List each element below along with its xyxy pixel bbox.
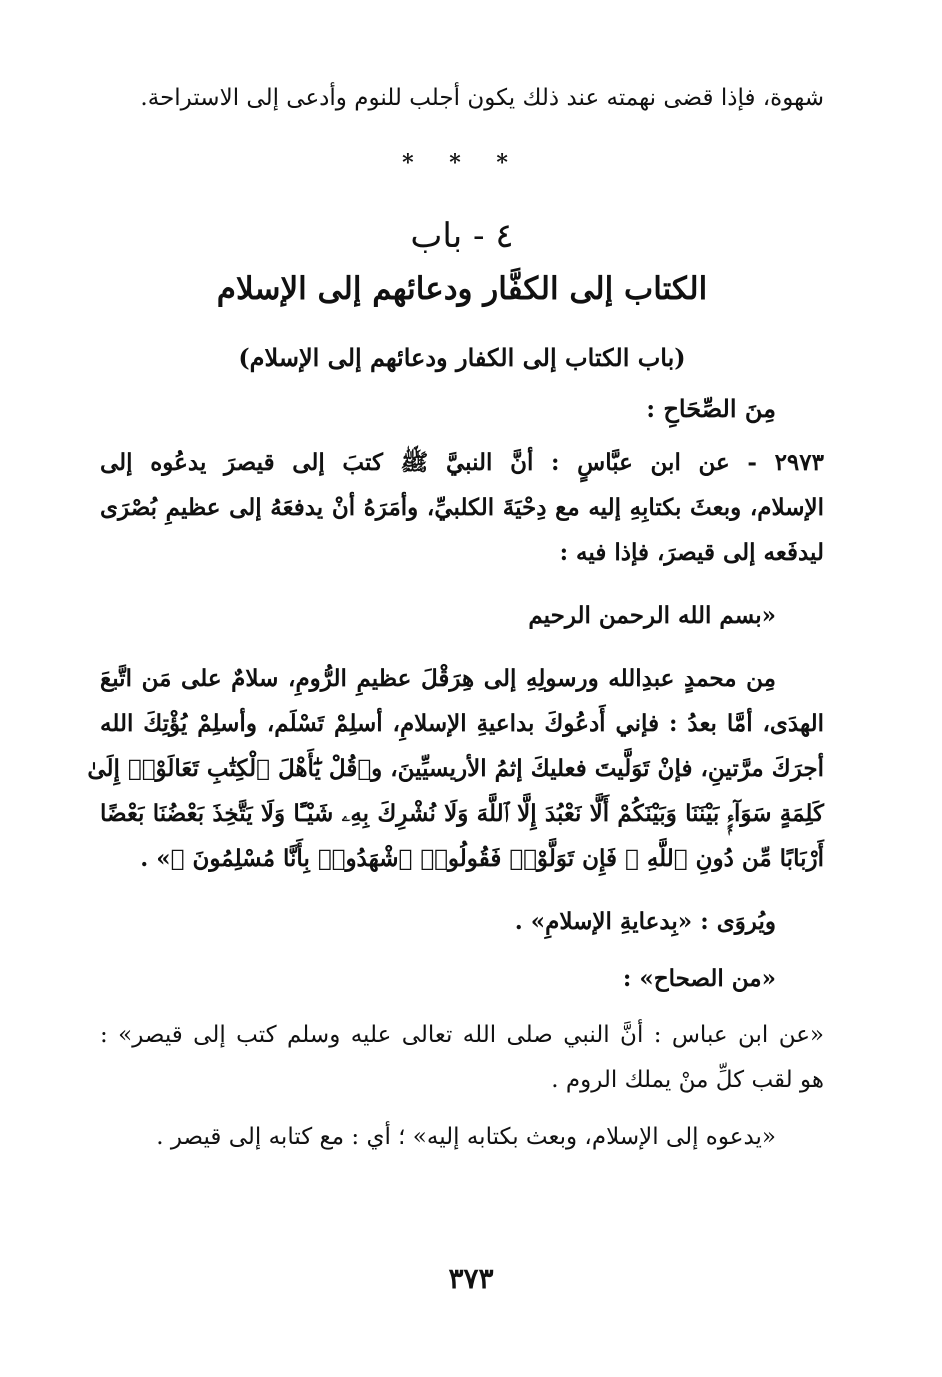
section-separator: * * * — [402, 150, 522, 176]
chapter-subtitle: (باب الكتاب إلى الكفار ودعائهم إلى الإسلام) — [238, 343, 686, 372]
source-heading: مِنَ الصِّحَاحِ : — [646, 394, 776, 423]
basmala — [100, 593, 824, 638]
commentary-text — [100, 1013, 824, 1103]
chapter-number: ٤ - باب — [410, 216, 514, 256]
variant-line: ويُروَى : «بِدعايةِ الإسلامِ» . — [514, 908, 776, 935]
commentary-heading — [100, 956, 824, 1001]
hadith-line: الإسلام، وبعثَ بكتابِهِ إليه مع دِحْيَةَ الكلبيِّ، وأمَرَهُ أنْ يدفعَهُ إلى عظيمِ بُصْرَى — [100, 494, 824, 521]
hadith-line: ٢٩٧٣ - عن ابن عبَّاسٍ : أنَّ النبيَّ ﷺ كتبَ إلى قيصرَ يدعُوه إلى — [100, 449, 824, 476]
book-page — [87, 82, 824, 1178]
variant-note — [100, 899, 824, 944]
page-number: ٣٧٣ — [448, 1262, 494, 1295]
commentary-line: هو لقب كلِّ منْ يملك الروم . — [551, 1067, 824, 1093]
hadith-text — [100, 440, 824, 575]
letter-line: أجرَكَ مرَّتينِ، فإنْ تَوَلَّيتَ فعليكَ إثمُ الأريسيِّينَ، و﴿قُلْ يَٰٓأَهْلَ ٱلْكِتَٰبِ تَعَالَوْا۟ إِلَىٰ — [87, 755, 824, 782]
commentary-line: «عن ابن عباس : أنَّ النبي صلى الله تعالى عليه وسلم كتب إلى قيصر» : — [100, 1022, 824, 1048]
quran-verse-line: كَلِمَةٍ سَوَآءٍۭ بَيْنَنَا وَبَيْنَكُمْ أَلَّا نَعْبُدَ إِلَّا ٱللَّهَ وَلَا نُشْرِكَ بِهِۦ شَيْـًٔا وَلَا يَتَّخِذَ بَعْضُنَا بَعْضًا — [100, 800, 824, 827]
basmala-line: «بسم الله الرحمن الرحيم — [528, 602, 776, 629]
commentary-line: «يدعوه إلى الإسلام، وبعث بكتابه إليه» ؛ أي : مع كتابه إلى قيصر . — [156, 1124, 776, 1150]
commentary-heading-line: «من الصحاح» : — [622, 965, 776, 992]
hadith-line: ليدفَعه إلى قيصرَ، فإذا فيه : — [559, 539, 824, 566]
intro-line: شهوة، فإذا قضى نهمته عند ذلك يكون أجلب للنوم وأدعى إلى الاستراحة. — [140, 85, 824, 111]
letter-line: مِن محمدٍ عبدِالله ورسولِهِ إلى هِرَقْلَ عظيمِ الرُّومِ، سلامٌ على مَن اتَّبعَ — [100, 665, 776, 692]
commentary-text — [100, 1115, 824, 1160]
letter-text — [87, 656, 824, 881]
quran-verse-line: أَرْبَابًا مِّن دُونِ ٱللَّهِ ۚ فَإِن تَوَلَّوْا۟ فَقُولُوا۟ ٱشْهَدُوا۟ بِأَنَّا مُسْلِمُونَ ﴾» . — [140, 845, 824, 872]
chapter-title: الكتاب إلى الكفَّار ودعائهم إلى الإسلام — [216, 271, 708, 307]
letter-line: الهدَى، أمَّا بعدُ : فإني أَدعُوكَ بداعيةِ الإسلامِ، أسلِمْ تَسْلَم، وأسلِمْ يُؤْتِكَ الله — [100, 710, 824, 737]
